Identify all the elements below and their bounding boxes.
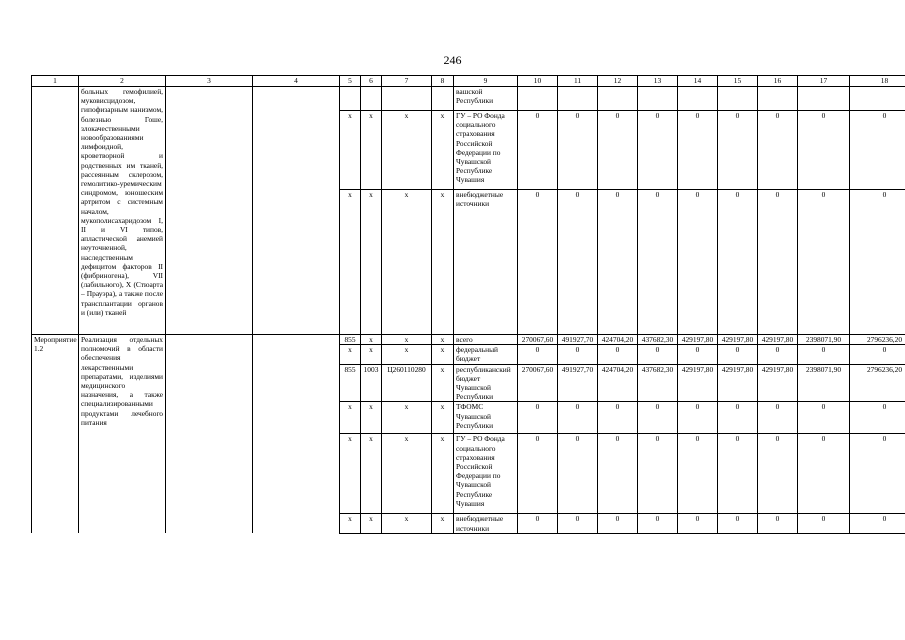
column-header: 16 [758, 76, 798, 87]
code-cell [361, 87, 382, 111]
amount-cell: 429197,80 [678, 364, 718, 402]
amount-cell: 0 [558, 402, 598, 434]
code-cell: 855 [340, 364, 361, 402]
code-cell: 855 [340, 335, 361, 345]
code-cell: x [432, 514, 454, 533]
amount-cell: 0 [758, 434, 798, 514]
amount-cell: 0 [850, 190, 905, 335]
amount-cell: 0 [718, 111, 758, 190]
amount-cell: 0 [518, 190, 558, 335]
amount-cell [638, 87, 678, 111]
amount-cell [558, 87, 598, 111]
amount-cell: 0 [850, 345, 905, 364]
column-header: 4 [253, 76, 340, 87]
amount-cell: 2398071,90 [798, 364, 850, 402]
funding-source-cell: внебюджетные источники [454, 514, 518, 533]
amount-cell: 0 [518, 402, 558, 434]
table-body [32, 76, 905, 534]
amount-cell: 0 [638, 434, 678, 514]
table-row [32, 335, 905, 345]
amount-cell: 0 [798, 514, 850, 533]
amount-cell: 0 [758, 190, 798, 335]
code-cell: x [432, 335, 454, 345]
code-cell: x [361, 111, 382, 190]
funding-source-cell: ГУ – РО Фонда социального страхования Российской Федерации по Чувашской Республике Чувашия [454, 434, 518, 514]
amount-cell: 0 [518, 345, 558, 364]
table-header-row [32, 76, 905, 87]
amount-cell: 0 [638, 190, 678, 335]
amount-cell: 424704,20 [598, 335, 638, 345]
amount-cell: 0 [718, 190, 758, 335]
code-cell: x [382, 402, 432, 434]
funding-source-cell: федеральный бюджет [454, 345, 518, 364]
column-header: 2 [79, 76, 166, 87]
empty-cell [253, 87, 340, 335]
amount-cell: 0 [558, 111, 598, 190]
code-cell: x [432, 402, 454, 434]
code-cell: x [340, 345, 361, 364]
amount-cell: 429197,80 [758, 335, 798, 345]
amount-cell [850, 87, 905, 111]
empty-cell [253, 335, 340, 534]
amount-cell: 0 [798, 434, 850, 514]
amount-cell: 424704,20 [598, 364, 638, 402]
amount-cell: 0 [850, 111, 905, 190]
column-header: 17 [798, 76, 850, 87]
amount-cell: 0 [678, 514, 718, 533]
amount-cell: 0 [518, 514, 558, 533]
amount-cell: 0 [718, 434, 758, 514]
code-cell: x [361, 345, 382, 364]
code-cell: x [361, 402, 382, 434]
amount-cell [518, 87, 558, 111]
amount-cell [678, 87, 718, 111]
code-cell: x [340, 190, 361, 335]
code-cell: 1003 [361, 364, 382, 402]
amount-cell: 0 [558, 190, 598, 335]
amount-cell: 0 [638, 514, 678, 533]
amount-cell: 437682,30 [638, 364, 678, 402]
column-header: 1 [32, 76, 79, 87]
amount-cell: 0 [638, 402, 678, 434]
code-cell: x [382, 434, 432, 514]
amount-cell: 0 [678, 434, 718, 514]
code-cell: Ц260110280 [382, 364, 432, 402]
amount-cell: 0 [518, 111, 558, 190]
amount-cell: 491927,70 [558, 335, 598, 345]
code-cell: x [382, 514, 432, 533]
amount-cell: 0 [678, 190, 718, 335]
funding-source-cell: внебюджетные источники [454, 190, 518, 335]
amount-cell: 2796236,20 [850, 364, 905, 402]
amount-cell: 0 [558, 514, 598, 533]
column-header: 11 [558, 76, 598, 87]
code-cell: x [382, 335, 432, 345]
amount-cell: 0 [598, 345, 638, 364]
column-header: 3 [166, 76, 253, 87]
amount-cell: 0 [638, 111, 678, 190]
amount-cell: 0 [758, 111, 798, 190]
amount-cell: 0 [798, 111, 850, 190]
funding-source-cell: ТФОМС Чувашской Республики [454, 402, 518, 434]
code-cell [382, 87, 432, 111]
amount-cell: 429197,80 [758, 364, 798, 402]
code-cell: x [382, 190, 432, 335]
column-header: 6 [361, 76, 382, 87]
amount-cell: 270067,60 [518, 364, 558, 402]
code-cell: x [382, 345, 432, 364]
column-header: 5 [340, 76, 361, 87]
table-row [32, 87, 905, 111]
amount-cell: 0 [798, 190, 850, 335]
code-cell: x [432, 111, 454, 190]
amount-cell: 0 [718, 345, 758, 364]
amount-cell: 0 [598, 402, 638, 434]
column-header: 12 [598, 76, 638, 87]
code-cell: x [432, 345, 454, 364]
amount-cell: 0 [598, 111, 638, 190]
amount-cell: 0 [598, 514, 638, 533]
code-cell: x [361, 434, 382, 514]
code-cell [340, 87, 361, 111]
amount-cell: 0 [798, 345, 850, 364]
measure-description-cell: больных гемофилией, муковисцидозом, гипофизарным нанизмом, болезнью Гоше, злокачественными новообразованиями лимфоидной, кроветворной и родственных им тканей, рассеянным склерозом, гемолитико-уремическим синдромом, юношеским артритом с системным началом, мукополисахаридозом I, II и VI типов, апластической анемией неуточненной, наследственным дефицитом факторов II (фибриногена), VII (лабильного), X (Стюарта – Прауэра), а также после трансплантации органов и (или) тканей [79, 87, 166, 335]
code-cell: x [432, 190, 454, 335]
code-cell: x [432, 364, 454, 402]
amount-cell: 0 [598, 434, 638, 514]
amount-cell: 0 [850, 514, 905, 533]
funding-source-cell: республиканский бюджет Чувашской Республики [454, 364, 518, 402]
column-header: 15 [718, 76, 758, 87]
amount-cell: 0 [798, 402, 850, 434]
code-cell: x [382, 111, 432, 190]
amount-cell: 0 [718, 402, 758, 434]
amount-cell: 0 [850, 434, 905, 514]
amount-cell: 270067,60 [518, 335, 558, 345]
amount-cell: 0 [678, 345, 718, 364]
code-cell: x [361, 514, 382, 533]
amount-cell: 0 [558, 434, 598, 514]
funding-source-cell: всего [454, 335, 518, 345]
code-cell: x [340, 402, 361, 434]
amount-cell: 429197,80 [718, 335, 758, 345]
funding-source-cell: ГУ – РО Фонда социального страхования Российской Федерации по Чувашской Республике Чувашия [454, 111, 518, 190]
amount-cell: 2796236,20 [850, 335, 905, 345]
column-header: 14 [678, 76, 718, 87]
amount-cell: 0 [758, 345, 798, 364]
column-header: 7 [382, 76, 432, 87]
code-cell: x [340, 514, 361, 533]
amount-cell [798, 87, 850, 111]
amount-cell: 0 [598, 190, 638, 335]
funding-source-cell: вашской Республики [454, 87, 518, 111]
amount-cell: 0 [718, 514, 758, 533]
column-header: 18 [850, 76, 905, 87]
empty-cell [166, 335, 253, 534]
amount-cell: 429197,80 [718, 364, 758, 402]
code-cell: x [340, 111, 361, 190]
amount-cell: 491927,70 [558, 364, 598, 402]
amount-cell [598, 87, 638, 111]
column-header: 9 [454, 76, 518, 87]
amount-cell: 0 [678, 402, 718, 434]
empty-cell [32, 87, 79, 335]
amount-cell: 0 [518, 434, 558, 514]
code-cell: x [340, 434, 361, 514]
code-cell: x [361, 190, 382, 335]
measure-id-cell: Мероприятие 1.2 [32, 335, 79, 534]
amount-cell: 0 [758, 514, 798, 533]
measure-description-cell: Реализация отдельных полномочий в области обеспечения лекарственными препаратами, изделиями медицинского назначения, а также специализированными продуктами лечебного питания [79, 335, 166, 534]
amount-cell: 2398071,90 [798, 335, 850, 345]
budget-table [31, 75, 905, 534]
code-cell [432, 87, 454, 111]
column-header: 8 [432, 76, 454, 87]
amount-cell: 429197,80 [678, 335, 718, 345]
code-cell: x [432, 434, 454, 514]
amount-cell: 0 [638, 345, 678, 364]
amount-cell: 0 [850, 402, 905, 434]
amount-cell: 437682,30 [638, 335, 678, 345]
amount-cell: 0 [758, 402, 798, 434]
amount-cell: 0 [558, 345, 598, 364]
column-header: 13 [638, 76, 678, 87]
empty-cell [166, 87, 253, 335]
amount-cell: 0 [678, 111, 718, 190]
column-header: 10 [518, 76, 558, 87]
amount-cell [758, 87, 798, 111]
amount-cell [718, 87, 758, 111]
code-cell: x [361, 335, 382, 345]
page-number: 246 [443, 53, 462, 67]
